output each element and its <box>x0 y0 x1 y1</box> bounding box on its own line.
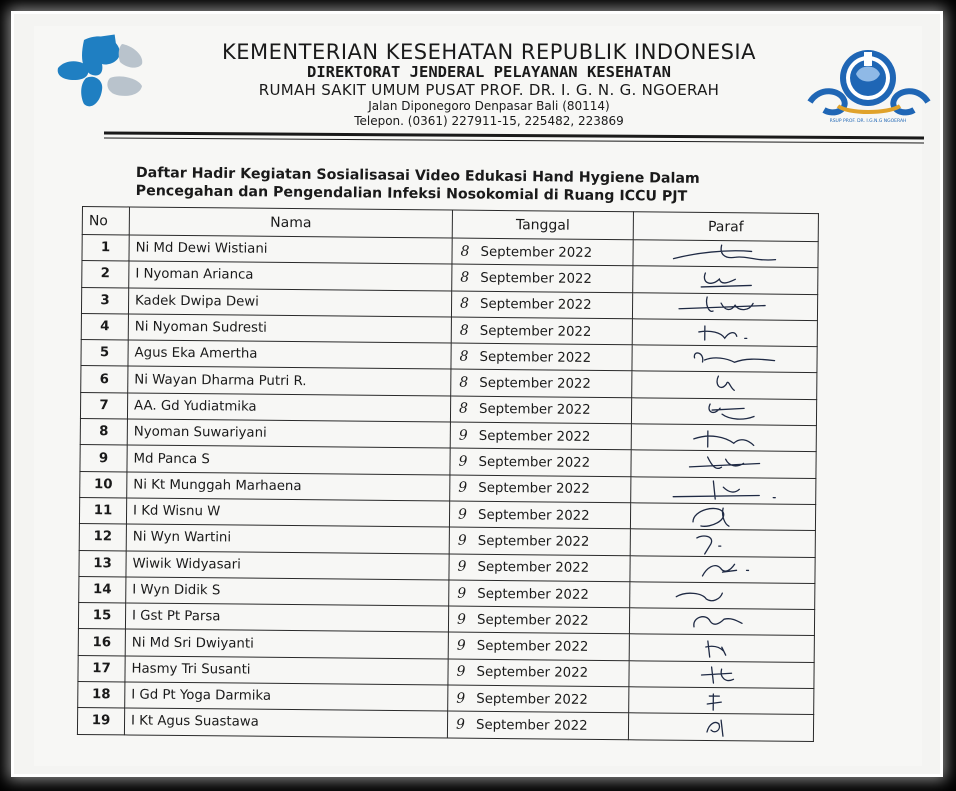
row-name: I Kt Agus Suastawa <box>124 708 447 737</box>
row-number: 5 <box>81 340 128 367</box>
row-signature-cell <box>632 292 817 320</box>
row-date <box>450 475 631 503</box>
row-date-day: 8 <box>460 269 470 286</box>
row-name: I Wyn Didik S <box>126 577 449 606</box>
row-number: 1 <box>82 235 129 262</box>
col-header-tanggal: Tanggal <box>452 210 633 240</box>
row-date <box>448 659 629 687</box>
row-name: Ni Wyn Wartini <box>126 524 449 553</box>
row-name: I Nyoman Arianca <box>129 261 452 290</box>
row-date <box>448 606 629 634</box>
row-date-day: 9 <box>458 479 468 497</box>
row-date-month-year: September 2022 <box>479 349 592 366</box>
row-number: 9 <box>80 445 127 472</box>
attendance-table <box>77 206 819 742</box>
row-signature-cell <box>629 634 814 662</box>
handwritten-signature <box>663 531 783 554</box>
rsup-ngoerah-logo-icon <box>804 44 934 124</box>
handwritten-signature <box>663 453 783 476</box>
row-date-month-year: September 2022 <box>477 560 590 577</box>
row-number: 12 <box>79 524 126 551</box>
row-date-day: 8 <box>459 374 469 391</box>
row-date <box>451 291 632 319</box>
row-date-month-year: September 2022 <box>480 270 592 287</box>
ministry-name: KEMENTERIAN KESEHATAN REPUBLIK INDONESIA <box>222 40 756 64</box>
row-date-day: 9 <box>456 611 467 628</box>
row-number: 18 <box>78 682 125 709</box>
row-date <box>449 527 630 555</box>
row-date-month-year: September 2022 <box>478 454 591 471</box>
row-date-day: 9 <box>457 585 467 602</box>
row-signature-cell <box>629 687 814 715</box>
row-name: AA. Gd Yudiatmika <box>127 393 450 422</box>
row-date-day: 8 <box>460 243 470 260</box>
row-date-day: 8 <box>459 348 469 365</box>
handwritten-signature <box>665 295 785 318</box>
row-name: Hasmy Tri Susanti <box>125 656 448 685</box>
handwritten-signature <box>662 584 782 607</box>
row-signature-cell <box>632 371 817 399</box>
row-date-day: 9 <box>457 558 467 575</box>
handwritten-signature <box>663 505 783 528</box>
row-date <box>452 238 633 266</box>
row-date <box>452 264 633 292</box>
row-signature-cell <box>631 398 816 426</box>
row-date-day: 9 <box>455 716 466 733</box>
row-date-day: 9 <box>458 453 468 470</box>
row-number: 11 <box>79 497 126 524</box>
handwritten-signature <box>663 479 783 502</box>
kemenkes-logo-icon <box>54 34 162 112</box>
handwritten-signature <box>664 400 784 423</box>
row-date <box>448 632 629 660</box>
row-signature-cell <box>631 476 816 504</box>
row-number: 3 <box>81 287 128 314</box>
row-date-day: 9 <box>456 637 466 654</box>
letterhead <box>174 40 804 129</box>
row-date <box>450 422 631 450</box>
row-date <box>449 580 630 608</box>
row-date-day: 9 <box>457 506 468 523</box>
row-number: 2 <box>82 261 129 288</box>
row-date-day: 8 <box>458 401 469 418</box>
row-date <box>451 317 632 345</box>
row-signature-cell <box>630 555 815 583</box>
hospital-phone: Telepon. (0361) 227911-15, 225482, 223869 <box>354 114 624 128</box>
handwritten-signature <box>661 663 781 686</box>
row-date-day: 9 <box>456 690 466 707</box>
row-signature-cell <box>632 319 817 347</box>
handwritten-signature <box>662 610 782 633</box>
photo-frame <box>14 14 940 774</box>
row-name: Ni Wayan Dharma Putri R. <box>128 366 451 395</box>
row-number: 19 <box>77 708 124 735</box>
handwritten-signature <box>665 269 785 292</box>
col-header-no: No <box>82 207 129 235</box>
col-header-nama: Nama <box>129 207 452 238</box>
row-date-month-year: September 2022 <box>475 717 588 734</box>
row-date-month-year: September 2022 <box>479 323 592 340</box>
row-date <box>450 396 631 424</box>
row-signature-cell <box>630 503 815 531</box>
row-name: Agus Eka Amertha <box>128 340 451 369</box>
row-number: 6 <box>81 366 128 393</box>
row-date-month-year: September 2022 <box>477 586 589 603</box>
row-signature-cell <box>631 450 816 478</box>
row-signature-cell <box>630 582 815 610</box>
row-number: 16 <box>78 629 125 656</box>
row-name: Nyoman Suwariyani <box>127 419 450 448</box>
row-date <box>450 448 631 476</box>
row-number: 8 <box>80 419 127 446</box>
row-date-month-year: September 2022 <box>476 691 588 708</box>
row-signature-cell <box>632 345 817 373</box>
row-name: Md Panca S <box>127 445 450 474</box>
row-date <box>449 501 630 529</box>
row-signature-cell <box>633 240 818 268</box>
row-date-day: 9 <box>458 427 468 444</box>
row-number: 13 <box>79 550 126 577</box>
row-signature-cell <box>628 713 813 741</box>
row-date-month-year: September 2022 <box>478 402 591 419</box>
row-date-day: 9 <box>456 664 466 681</box>
handwritten-signature <box>661 716 781 739</box>
handwritten-signature <box>665 242 785 265</box>
row-date-month-year: September 2022 <box>477 533 590 550</box>
row-number: 17 <box>78 655 125 682</box>
row-date-month-year: September 2022 <box>476 612 589 629</box>
row-date-day: 8 <box>459 322 469 339</box>
title-line-1: Daftar Hadir Kegiatan Sosialisasai Video Edukasi Hand Hygiene Dalam <box>135 164 700 187</box>
row-number: 7 <box>80 392 127 419</box>
row-number: 10 <box>80 471 127 498</box>
row-name: Ni Md Sri Dwiyanti <box>125 629 448 658</box>
row-date-month-year: September 2022 <box>478 428 591 445</box>
directorate-name: DIREKTORAT JENDERAL PELAYANAN KESEHATAN <box>307 63 671 81</box>
document-title <box>136 164 796 207</box>
row-date <box>448 685 629 713</box>
hospital-address: Jalan Diponegoro Denpasar Bali (80114) <box>368 99 610 113</box>
row-signature-cell <box>630 529 815 557</box>
col-header-paraf: Paraf <box>633 212 818 242</box>
row-date-month-year: September 2022 <box>476 665 589 682</box>
row-date <box>449 554 630 582</box>
row-date-month-year: September 2022 <box>478 481 590 498</box>
row-date-month-year: September 2022 <box>479 375 591 393</box>
handwritten-signature <box>662 558 782 581</box>
row-signature-cell <box>629 608 814 636</box>
row-name: Ni Nyoman Sudresti <box>128 314 451 343</box>
hospital-name: RUMAH SAKIT UMUM PUSAT PROF. DR. I. G. N. G. NGOERAH <box>258 81 720 99</box>
row-signature-cell <box>631 424 816 452</box>
row-date <box>451 370 632 398</box>
row-number: 4 <box>81 313 128 340</box>
row-number: 14 <box>79 576 126 603</box>
row-name: I Gd Pt Yoga Darmika <box>125 682 448 711</box>
row-name: I Gst Pt Parsa <box>125 603 448 632</box>
handwritten-signature <box>664 426 784 449</box>
row-signature-cell <box>633 266 818 294</box>
attendance-table-wrapper <box>77 206 819 742</box>
row-date-month-year: September 2022 <box>477 507 590 524</box>
row-name: Ni Md Dewi Wistiani <box>129 235 452 264</box>
logo-caption: RSUP PROF. DR. I.G.N.G NGOERAH <box>829 119 907 124</box>
row-number: 15 <box>78 603 125 630</box>
row-date-day: 8 <box>460 295 470 312</box>
row-date <box>447 711 628 739</box>
handwritten-signature <box>661 689 781 712</box>
table-body <box>77 235 818 742</box>
handwritten-signature <box>662 637 782 660</box>
row-date-month-year: September 2022 <box>476 638 589 655</box>
title-line-2: Pencegahan dan Pengendalian Infeksi Nosokomial di Ruang ICCU PJT <box>135 182 688 205</box>
row-date-day: 9 <box>457 532 467 549</box>
row-name: Wiwik Widyasari <box>126 551 449 580</box>
handwritten-signature <box>664 347 784 370</box>
row-name: Ni Kt Munggah Marhaena <box>127 472 450 501</box>
row-date-month-year: September 2022 <box>480 297 592 314</box>
handwritten-signature <box>664 374 784 397</box>
row-name: Kadek Dwipa Dewi <box>128 288 451 317</box>
row-date <box>451 343 632 371</box>
row-name: I Kd Wisnu W <box>126 498 449 527</box>
handwritten-signature <box>665 321 785 344</box>
row-signature-cell <box>629 661 814 689</box>
row-date-month-year: September 2022 <box>480 244 593 261</box>
